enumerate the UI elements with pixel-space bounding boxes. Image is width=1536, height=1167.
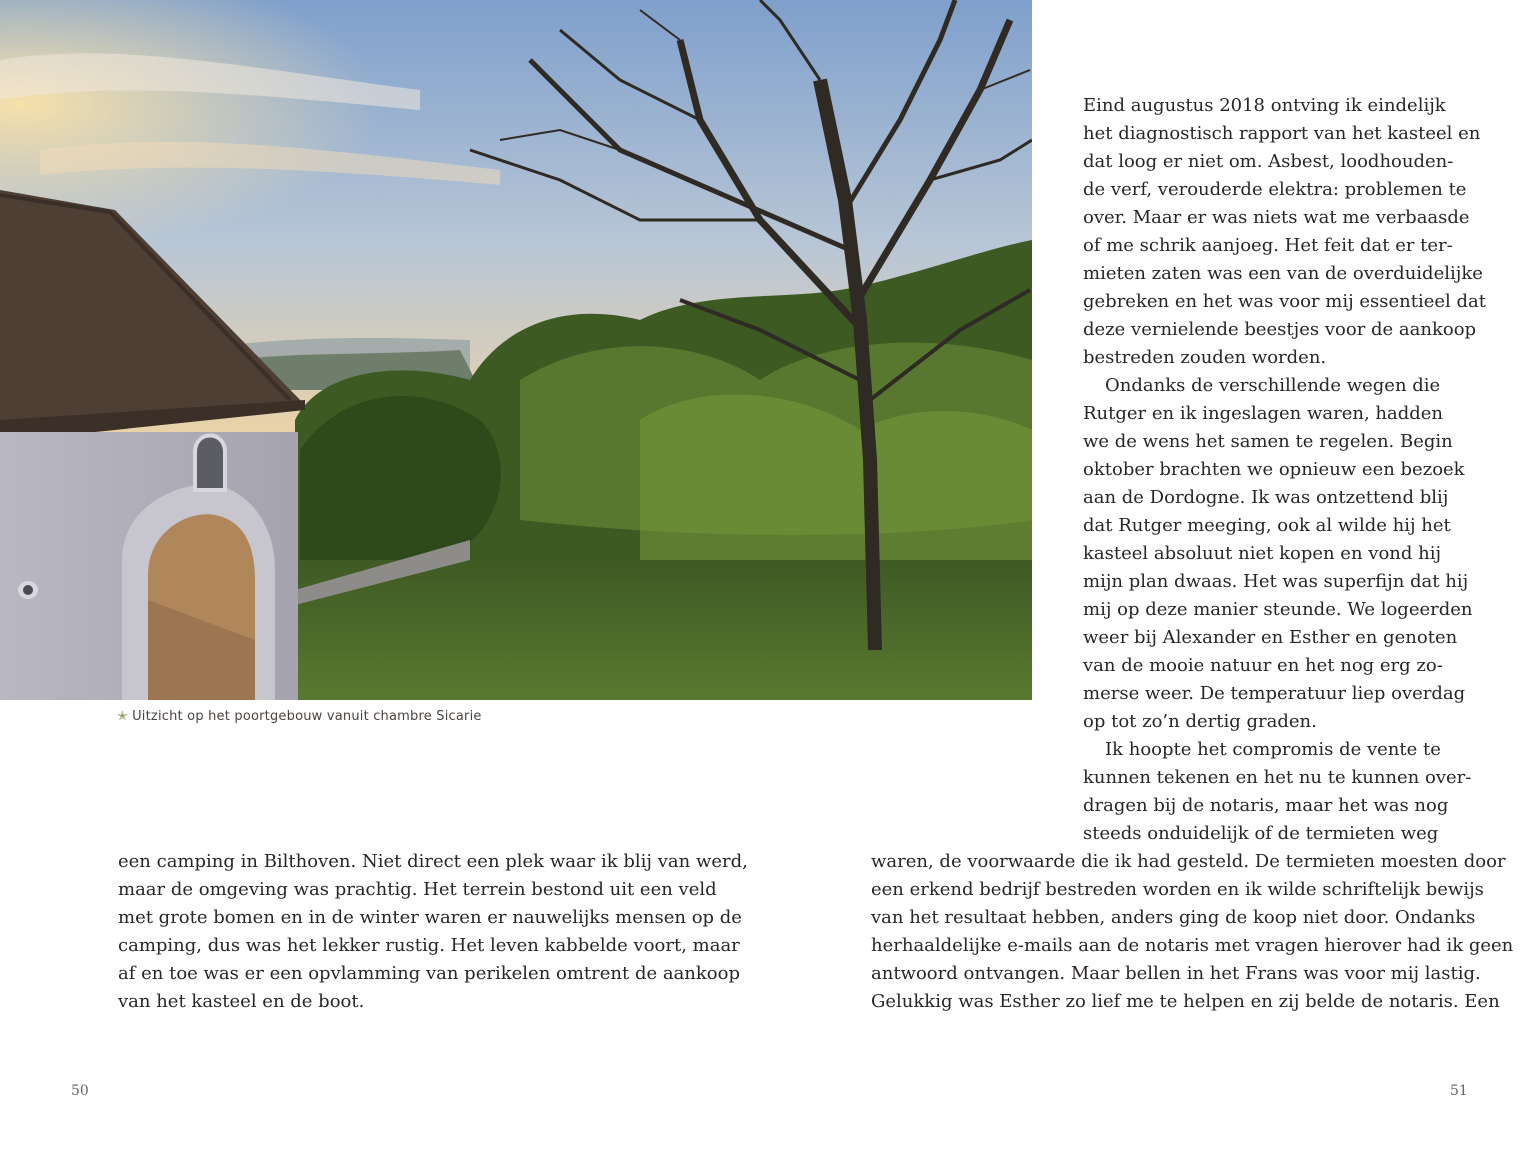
text-line: een camping in Bilthoven. Niet direct een plek waar ik blij van werd,: [118, 851, 748, 872]
text-line: een erkend bedrijf bestreden worden en ik wilde schriftelijk bewijs: [871, 879, 1484, 900]
text-line: camping, dus was het lekker rustig. Het leven kabbelde voort, maar: [118, 935, 740, 956]
text-line: dat Rutger meeging, ook al wilde hij het: [1083, 515, 1451, 536]
text-line: dat loog er niet om. Asbest, loodhouden-: [1083, 151, 1454, 172]
text-line: steeds onduidelijk of de termieten weg: [1083, 823, 1439, 844]
text-line: Gelukkig was Esther zo lief me te helpen en zij belde de notaris. Een: [871, 991, 1500, 1012]
right-page-text-top: [1083, 92, 1487, 848]
text-line: Rutger en ik ingeslagen waren, hadden: [1083, 403, 1444, 424]
text-line: van de mooie natuur en het nog erg zo-: [1083, 655, 1443, 676]
text-line: de verf, verouderde elektra: problemen te: [1083, 179, 1467, 200]
text-line: over. Maar er was niets wat me verbaasde: [1083, 207, 1470, 228]
text-line: kasteel absoluut niet kopen en vond hij: [1083, 543, 1442, 564]
caption-text: Uitzicht op het poortgebouw vanuit chambre Sicarie: [132, 709, 482, 724]
text-line: met grote bomen en in de winter waren er nauwelijks mensen op de: [118, 907, 742, 928]
text-line: kunnen tekenen en het nu te kunnen over-: [1083, 767, 1472, 788]
text-line: oktober brachten we opnieuw een bezoek: [1083, 459, 1465, 480]
right-page-text-bottom: [871, 848, 1514, 1016]
text-line: van het kasteel en de boot.: [118, 991, 365, 1012]
text-line: Eind augustus 2018 ontving ik eindelijk: [1083, 95, 1446, 116]
figure-icon: ✭: [117, 709, 129, 724]
text-line: of me schrik aanjoeg. Het feit dat er ter-: [1083, 235, 1453, 256]
photo-caption: [117, 709, 482, 724]
text-line: op tot zo’n dertig graden.: [1083, 711, 1317, 732]
page-number-left: 50: [71, 1083, 89, 1099]
text-line: mieten zaten was een van de overduidelijke: [1083, 263, 1483, 284]
page-number-right: 51: [1450, 1083, 1468, 1099]
text-line: deze vernielende beestjes voor de aankoop: [1083, 319, 1477, 340]
text-line: van het resultaat hebben, anders ging de koop niet door. Ondanks: [871, 907, 1476, 928]
text-line: maar de omgeving was prachtig. Het terrein bestond uit een veld: [118, 879, 717, 900]
text-line: gebreken en het was voor mij essentieel dat: [1083, 291, 1487, 312]
text-line: mijn plan dwaas. Het was superfijn dat hij: [1083, 571, 1469, 592]
text-line: af en toe was er een opvlamming van perikelen omtrent de aankoop: [118, 963, 741, 984]
text-line: antwoord ontvangen. Maar bellen in het Frans was voor mij lastig.: [871, 963, 1481, 984]
text-line: we de wens het samen te regelen. Begin: [1083, 431, 1453, 452]
text-line: weer bij Alexander en Esther en genoten: [1083, 627, 1458, 648]
text-line: waren, de voorwaarde die ik had gesteld. De termieten moesten door: [871, 851, 1506, 872]
left-page-text: [118, 848, 748, 1016]
text-line: aan de Dordogne. Ik was ontzettend blij: [1083, 487, 1449, 508]
text-line: Ondanks de verschillende wegen die: [1105, 375, 1441, 396]
text-line: Ik hoopte het compromis de vente te: [1105, 739, 1441, 760]
landscape-photo: [0, 0, 1032, 700]
text-line: herhaaldelijke e-mails aan de notaris met vragen hierover had ik geen: [871, 935, 1514, 956]
text-line: mij op deze manier steunde. We logeerden: [1083, 599, 1473, 620]
text-line: dragen bij de notaris, maar het was nog: [1083, 795, 1449, 816]
text-line: bestreden zouden worden.: [1083, 347, 1327, 368]
text-line: het diagnostisch rapport van het kasteel en: [1083, 123, 1481, 144]
text-line: merse weer. De temperatuur liep overdag: [1083, 683, 1466, 704]
